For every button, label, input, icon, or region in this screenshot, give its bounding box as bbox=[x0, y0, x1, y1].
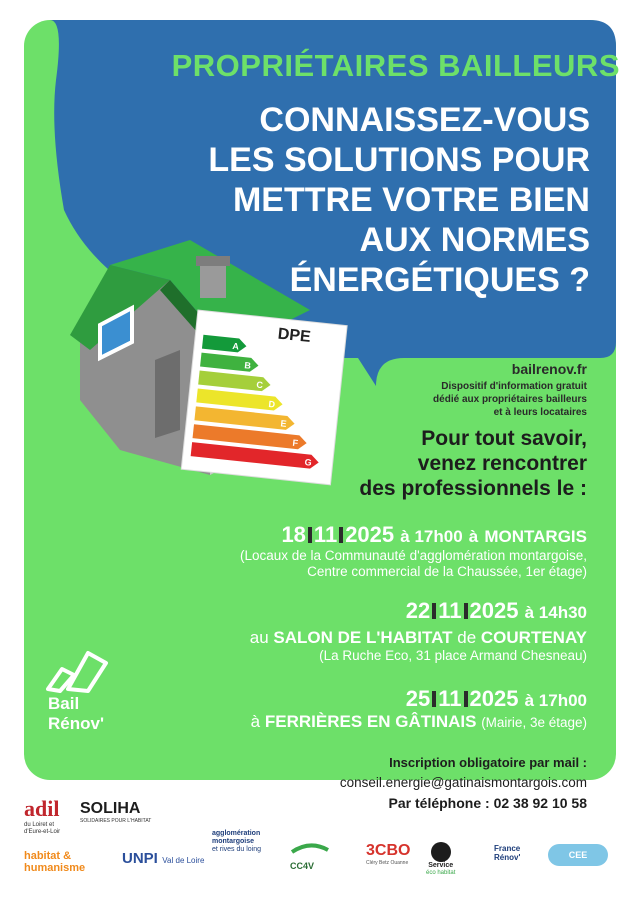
event-detail: Centre commercial de la Chaussée, 1er étage) bbox=[307, 564, 587, 579]
cbo-sub: Cléry Betz Ouanne bbox=[366, 860, 409, 866]
unpi-logo bbox=[122, 850, 204, 868]
service-eco-habitat-logo bbox=[426, 842, 455, 877]
event-2 bbox=[140, 598, 587, 664]
service-line: éco habitat bbox=[426, 870, 456, 876]
event-year: 2025 bbox=[345, 522, 395, 547]
question-line: LES SOLUTIONS POUR bbox=[208, 141, 590, 179]
agglo-line: montargoise bbox=[212, 838, 255, 845]
event-venue: SALON DE L'HABITAT bbox=[273, 628, 453, 647]
dpe-grade-label: B bbox=[243, 360, 252, 371]
description-line: et à leurs locataires bbox=[493, 407, 587, 418]
date-separator bbox=[464, 691, 468, 707]
cc4v-swoosh-icon bbox=[290, 842, 330, 856]
contact-phone[interactable]: 02 38 92 10 58 bbox=[493, 795, 587, 811]
intro-line: venez rencontrer bbox=[417, 452, 587, 475]
brand-line: Bail bbox=[48, 694, 80, 713]
date-separator bbox=[464, 603, 468, 619]
agglo-line: agglomération bbox=[212, 830, 261, 837]
cbo-name: 3CBO bbox=[366, 842, 411, 859]
dpe-grade-label: G bbox=[304, 457, 313, 468]
event-year: 2025 bbox=[469, 598, 519, 623]
event-time: à 17h00 bbox=[524, 691, 587, 710]
adil-name: adil bbox=[24, 796, 60, 821]
cc4v-name: CC4V bbox=[290, 861, 315, 871]
event-detail: (Locaux de la Communauté d'agglomération montargoise, bbox=[239, 548, 587, 563]
event-3 bbox=[140, 686, 587, 732]
venue-prefix: au bbox=[249, 628, 269, 647]
france-renov-logo bbox=[494, 844, 520, 862]
unpi-sub: Val de Loire bbox=[162, 856, 205, 865]
cee-logo: CEE bbox=[548, 844, 608, 866]
intro-line: des professionnels le : bbox=[359, 477, 587, 500]
event-time: à 14h30 bbox=[524, 603, 587, 622]
question-line: AUX NORMES bbox=[359, 221, 590, 259]
3cbo-logo bbox=[366, 842, 410, 866]
unpi-name: UNPI bbox=[122, 850, 158, 867]
event-month: 11 bbox=[438, 686, 462, 711]
event-day: 22 bbox=[405, 598, 431, 623]
intro-line: Pour tout savoir, bbox=[421, 427, 587, 450]
event-city: MONTARGIS bbox=[484, 527, 587, 546]
dpe-grade-label: E bbox=[280, 418, 288, 429]
dpe-grade-label: A bbox=[231, 340, 240, 352]
event-month: 11 bbox=[438, 598, 462, 623]
event-city: COURTENAY bbox=[480, 628, 587, 647]
dpe-grade-label: F bbox=[292, 437, 299, 449]
habitat-line: habitat & bbox=[24, 850, 72, 862]
dpe-label: DPE bbox=[277, 325, 312, 346]
contact-email[interactable]: conseil.energie@gatinaismontargois.com bbox=[339, 775, 587, 790]
bailrenov-logo-icon bbox=[44, 645, 114, 693]
phone-label: Par téléphone : bbox=[388, 795, 490, 811]
dpe-grade-label: D bbox=[268, 398, 276, 410]
date-separator bbox=[432, 691, 436, 707]
soliha-logo bbox=[80, 800, 151, 824]
event-year: 2025 bbox=[469, 686, 519, 711]
question-line: ÉNERGÉTIQUES ? bbox=[289, 261, 590, 299]
website-link[interactable]: bailrenov.fr bbox=[511, 361, 587, 377]
event-at: à bbox=[468, 527, 479, 546]
adil-sub: du Loiret et d'Eure-et-Loir bbox=[24, 822, 61, 835]
event-1 bbox=[140, 522, 587, 580]
event-detail: (La Ruche Eco, 31 place Armand Chesneau) bbox=[319, 648, 587, 663]
event-day: 18 bbox=[281, 522, 306, 547]
question-line: CONNAISSEZ-VOUS bbox=[259, 101, 590, 139]
adil-logo bbox=[24, 796, 70, 836]
cc4v-logo bbox=[290, 842, 330, 871]
brand-line: Rénov' bbox=[48, 714, 104, 733]
page-title: PROPRIÉTAIRES BAILLEURS bbox=[171, 48, 620, 83]
intro-text bbox=[280, 426, 587, 501]
description-line: dédié aux propriétaires bailleurs bbox=[433, 394, 587, 405]
agglomeration-logo bbox=[212, 830, 261, 854]
question-line: METTRE VOTRE BIEN bbox=[232, 181, 590, 219]
venue-suffix: de bbox=[457, 628, 477, 647]
event-day: 25 bbox=[405, 686, 431, 711]
event-detail: (Mairie, 3e étage) bbox=[481, 715, 587, 730]
date-separator bbox=[308, 527, 312, 543]
soliha-name: SOLIHA bbox=[80, 800, 141, 817]
habitat-line: humanisme bbox=[24, 862, 86, 874]
info-description bbox=[380, 380, 587, 419]
dpe-grade-label: C bbox=[255, 379, 264, 391]
date-separator bbox=[432, 603, 436, 619]
event-time: à 17h00 bbox=[400, 527, 463, 546]
france-line: Rénov' bbox=[494, 853, 521, 862]
bailrenov-wordmark bbox=[48, 694, 104, 734]
france-line: France bbox=[494, 844, 521, 853]
date-separator bbox=[339, 527, 343, 543]
service-house-icon bbox=[431, 842, 451, 862]
event-month: 11 bbox=[313, 522, 338, 547]
partners-footer bbox=[0, 780, 640, 899]
description-line: Dispositif d'information gratuit bbox=[441, 381, 587, 392]
event-city: FERRIÈRES EN GÂTINAIS bbox=[264, 712, 477, 731]
event-at: à bbox=[250, 712, 261, 731]
soliha-sub: SOLIDAIRES POUR L'HABITAT bbox=[80, 818, 152, 824]
agglo-line: et rives du loing bbox=[212, 846, 262, 853]
habitat-humanisme-logo bbox=[24, 850, 85, 874]
service-line: Service bbox=[428, 862, 454, 869]
inscription-label: Inscription obligatoire par mail : bbox=[389, 755, 587, 770]
